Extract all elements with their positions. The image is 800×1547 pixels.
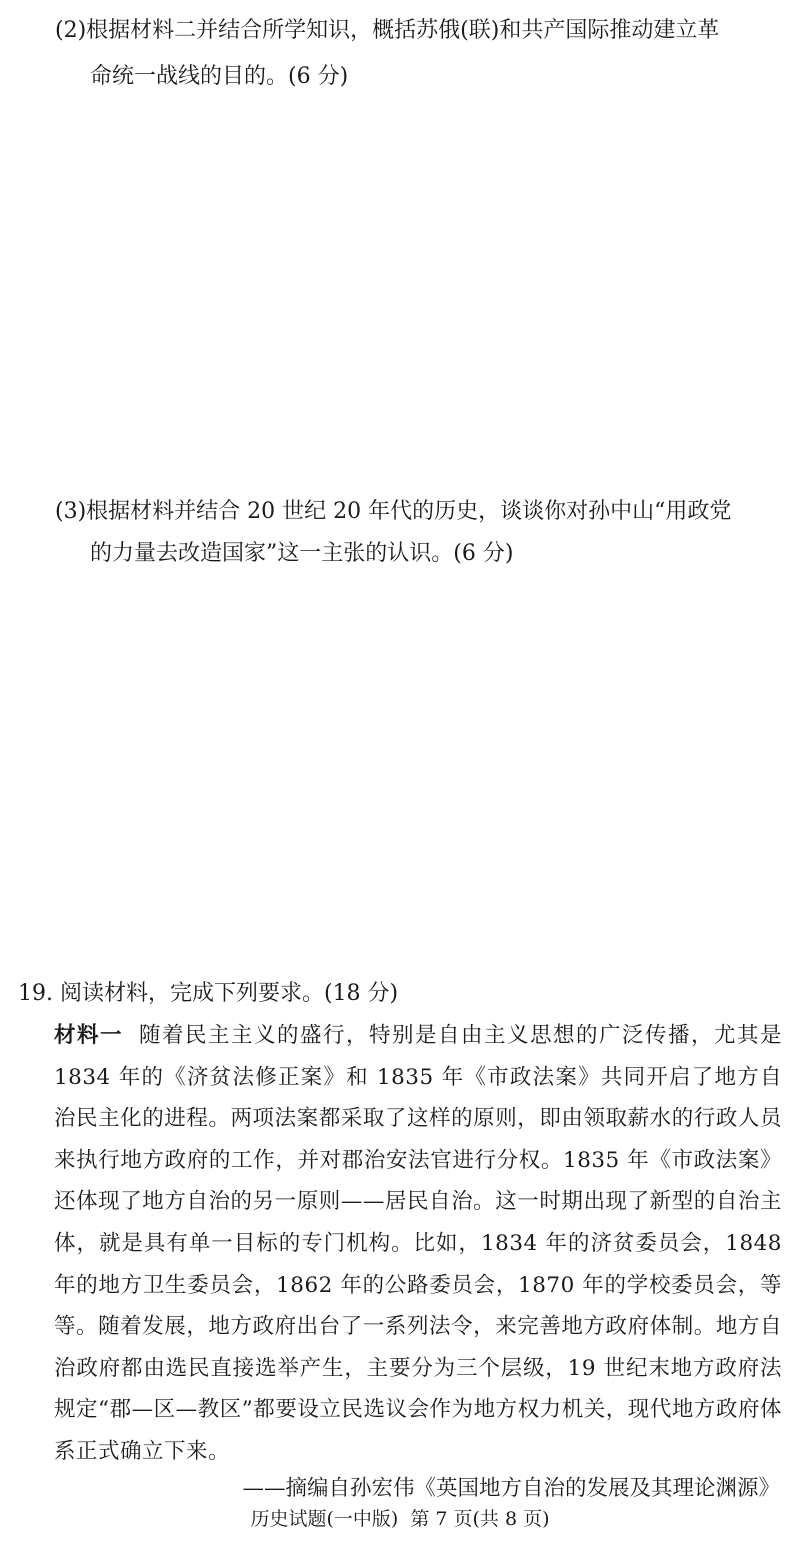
material-1-label: 材料一 <box>54 1023 123 1048</box>
footer-subject: 历史试题(一中版) <box>250 1508 399 1530</box>
footer-page-number: 第 7 页(共 8 页) <box>410 1508 550 1530</box>
material-1-paragraph <box>54 1015 782 1473</box>
question-3-text-line-2: 的力量去改造国家”这一主张的认识。(6 分) <box>90 541 514 566</box>
material-1-body: 随着民主主义的盛行，特别是自由主义思想的广泛传播，尤其是 1834 年的《济贫法修正案》和 1835 年《市政法案》共同开启了地方自治民主化的进程。两项法案都采取了这样的原则，即由领取薪水的行政人员来执行地方政府的工作，并对郡治安法官进行分权。1835 年《市政法案》还体现了地方自治的另一原则——居民自治。这一时期出现了新型的自治主体，就是具有单一目标的专门机构。比如，1834 年的济贫委员会，1848 年的地方卫生委员会，1862 年的公路委员会，1870 年的学校委员会，等等。随着发展，地方政府出台了一系列法令，来完善地方政府体制。地方自治政府都由选民直接选举产生，主要分为三个层级，19 世纪末地方政府法规定“郡—区—教区”都要设立民选议会作为地方权力机关，现代地方政府体系正式确立下来。 <box>54 1023 782 1464</box>
page-footer <box>0 1505 800 1533</box>
question-2-text-line-2: 命统一战线的目的。(6 分) <box>90 64 349 89</box>
question-3-text-line-1: (3)根据材料并结合 20 世纪 20 年代的历史，谈谈你对孙中山“用政党 <box>55 499 732 524</box>
question-19-header: 19. 阅读材料，完成下列要求。(18 分) <box>18 981 399 1006</box>
material-1-source: ——摘编自孙宏伟《英国地方自治的发展及其理论渊源》 <box>242 1476 780 1501</box>
question-2-text-line-1: (2)根据材料二并结合所学知识，概括苏俄(联)和共产国际推动建立革 <box>55 18 720 43</box>
